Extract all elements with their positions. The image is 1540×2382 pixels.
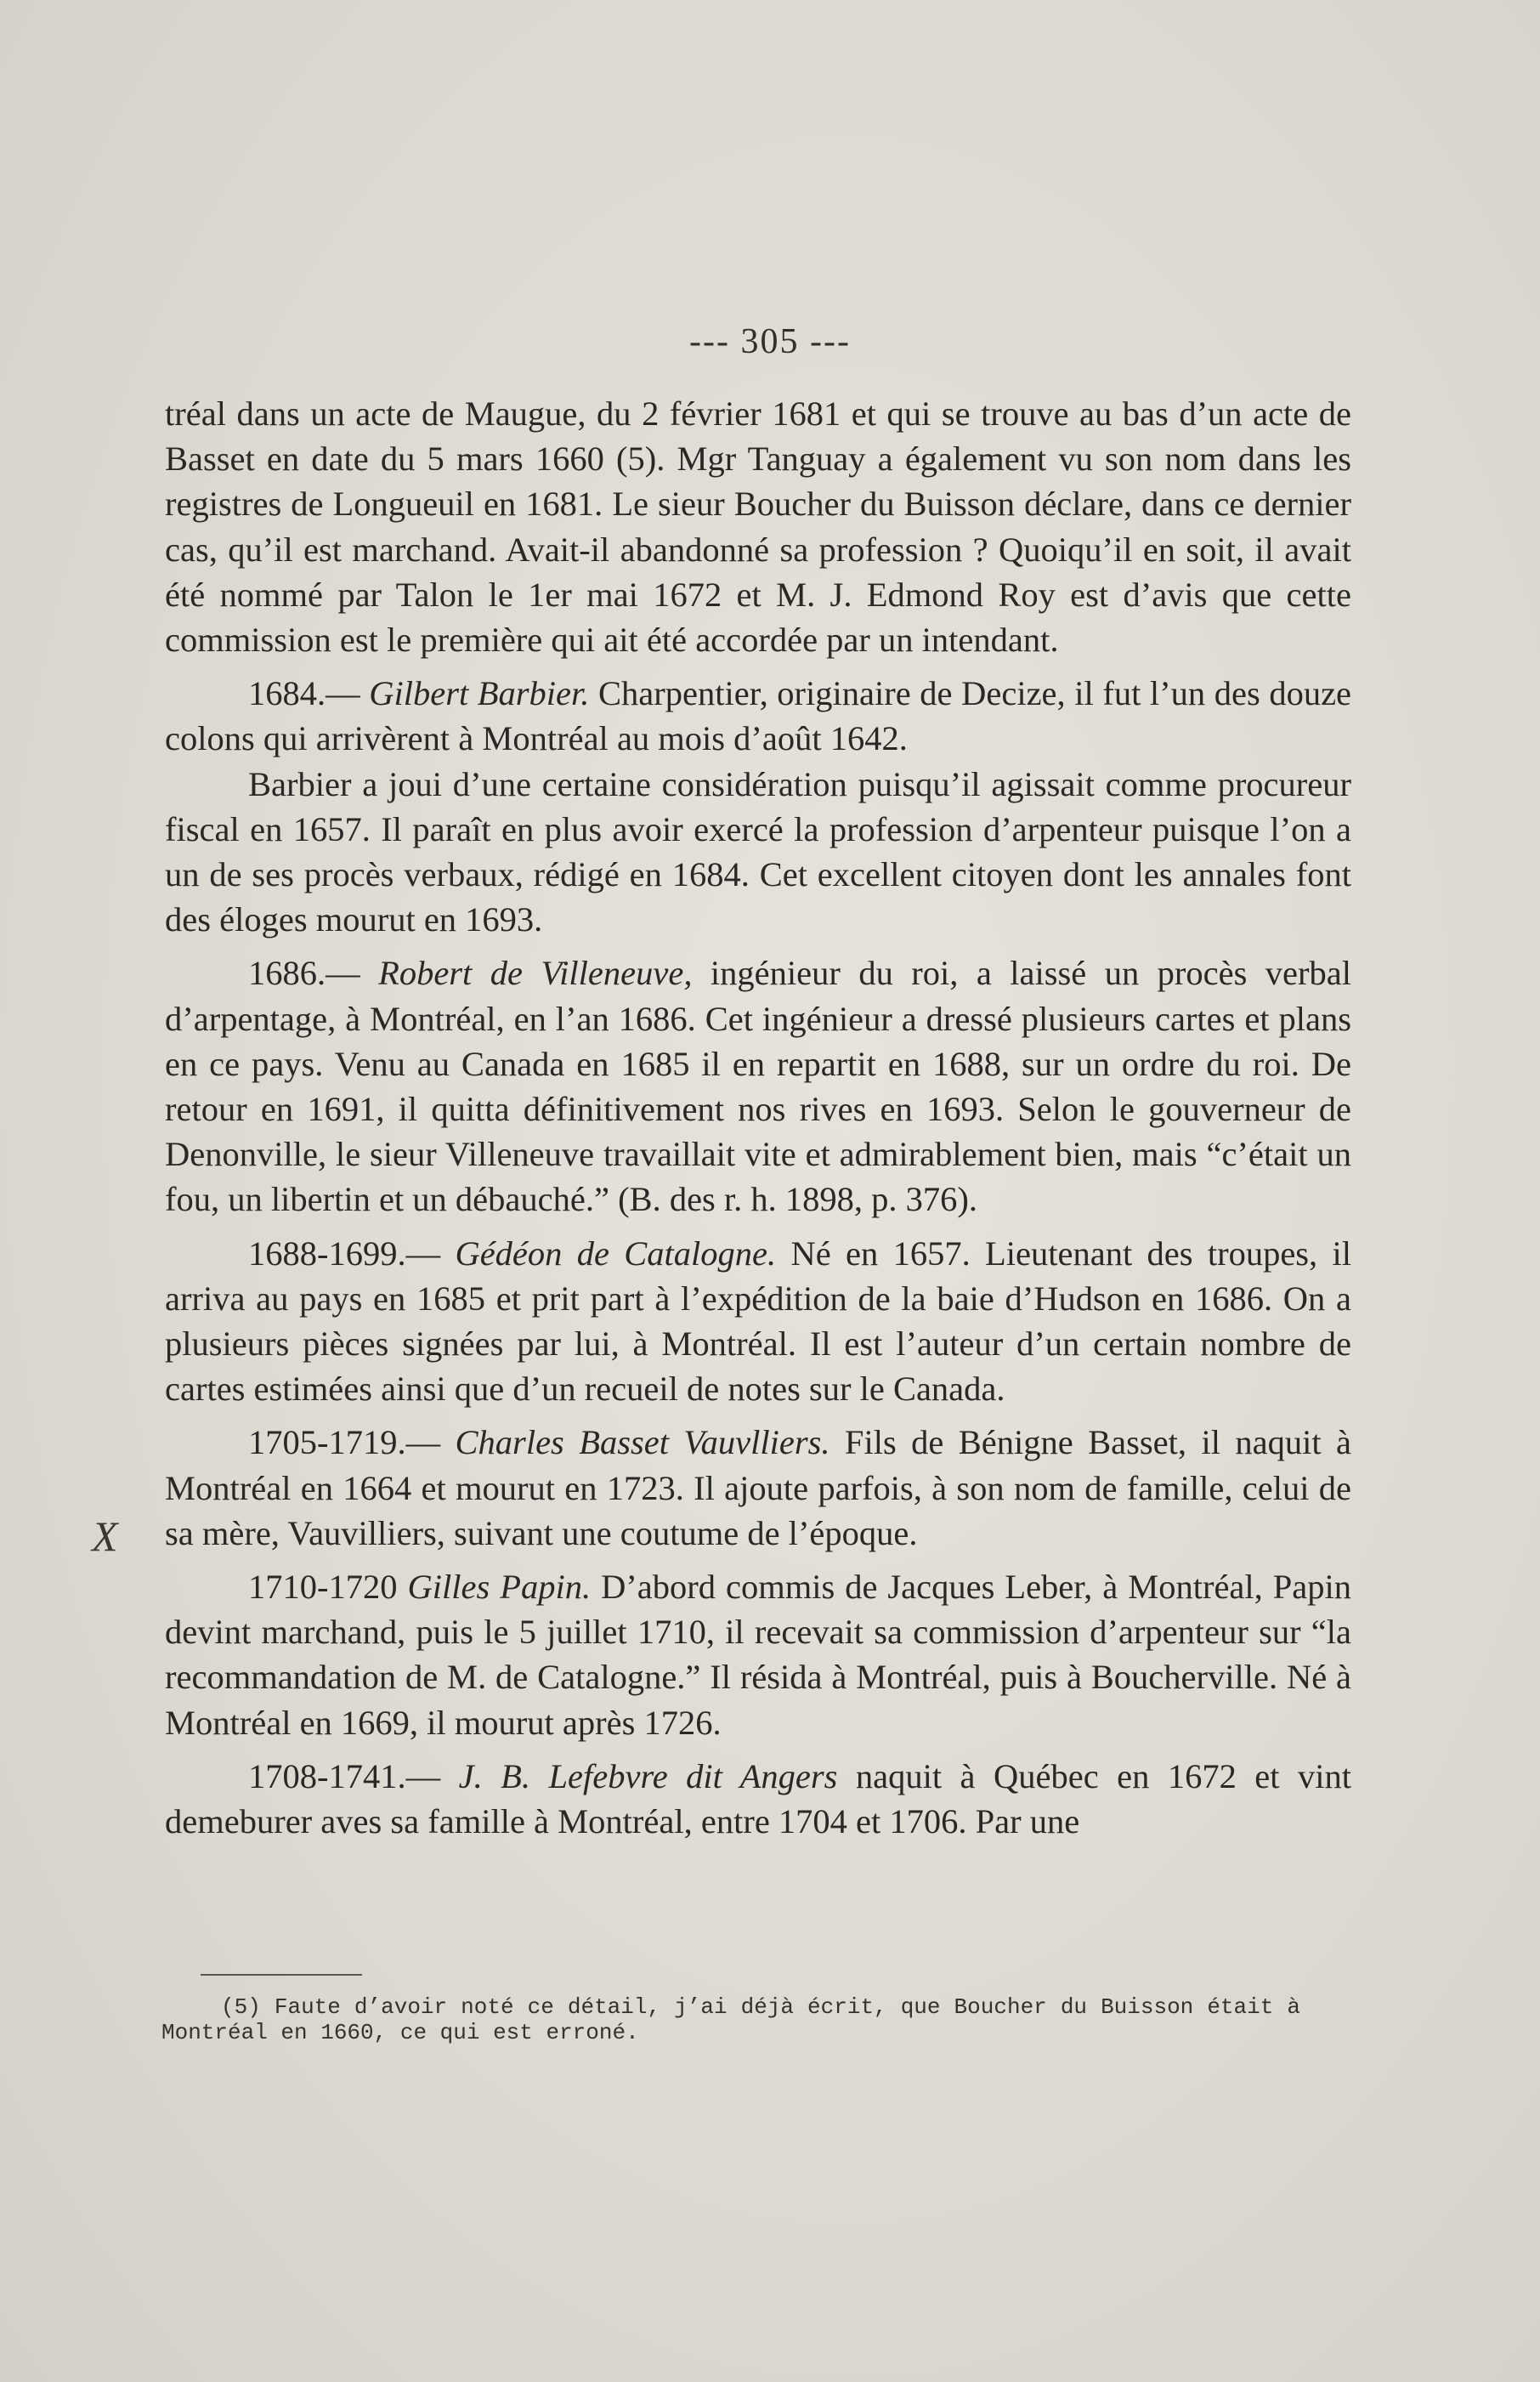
body-text bbox=[165, 383, 1351, 1844]
entry-gedeon-de-catalogne bbox=[165, 1231, 1351, 1412]
entry-text: D’abord commis de Jacques Leber, à Montréal, Papin devint marchand, puis le 5 juillet 1710, il recevait sa commission d’arpenteur sur “la recommandation de M. de Catalogne.” Il résida à Montréal, puis à Boucherville. Né à Montréal en 1669, il mourut après 1726. bbox=[165, 1568, 1352, 1742]
entry-gilbert-barbier bbox=[165, 671, 1351, 761]
entry-text: ingénieur du roi, a laissé un procès verbal d’arpentage, à Montréal, en l’an 1686. Cet ingénieur a dressé plusieurs cartes et plans en ce pays. Venu au Canada en 1685 il en repartit en 1688, sur un ordre du roi. De retour en 1691, il quitta définitivement nos rives en 1693. Selon le gouverneur de Denonville, le sieur Villeneuve travaillait vite et admirablement bien, mais “c’était un fou, un libertin et un débauché.” (B. des r. h. 1898, p. 376). bbox=[165, 954, 1351, 1219]
entry-name: Gilbert Barbier. bbox=[369, 674, 590, 713]
entry-name: Gédéon de Catalogne. bbox=[455, 1234, 777, 1273]
entry-date: 1708-1741.— bbox=[248, 1756, 441, 1795]
entry-robert-de-villeneuve bbox=[165, 950, 1351, 1222]
entry-date: 1686.— bbox=[248, 954, 360, 993]
paragraph-continuation bbox=[165, 391, 1351, 662]
entry-gilles-papin bbox=[165, 1564, 1351, 1745]
paragraph-text: tréal dans un acte de Maugue, du 2 février 1681 et qui se trouve au bas d’un acte de Basset en date du 5 mars 1660 (5). Mgr Tanguay a également vu son nom dans les registres de Longueuil en 1681. Le sieur Boucher du Buisson déclare, dans ce dernier cas, qu’il est marchand. Avait-il abandonné sa profession ? Quoiqu’il en soit, il avait été nommé par Talon le 1er mai 1672 et M. J. Edmond Roy est d’avis que cette commission est le première qui ait été accordée par un intendant. bbox=[165, 394, 1351, 660]
entry-name: J. B. Lefebvre dit Angers bbox=[458, 1756, 838, 1795]
entry-date: 1688-1699.— bbox=[248, 1234, 441, 1273]
entry-date: 1705-1719.— bbox=[248, 1423, 441, 1462]
entry-charles-basset-vauvilliers bbox=[165, 1420, 1351, 1556]
entry-date: 1710-1720 bbox=[248, 1568, 398, 1607]
footnote bbox=[161, 1994, 1300, 2045]
entry-text: Né en 1657. Lieutenant des troupes, il arriva au pays en 1685 et prit part à l’expédition de la baie d’Hudson en 1686. On a plusieurs pièces signées par lui, à Montréal. Il est l’auteur d’un certain nombre de cartes estimées ainsi que d’un recueil de notes sur le Canada. bbox=[165, 1234, 1352, 1409]
entry-text: Fils de Bénigne Basset, il naquit à Montréal en 1664 et mourut en 1723. Il ajoute parfois, à son nom de famille, celui de sa mère, Vauvilliers, suivant une coutume de l’époque. bbox=[165, 1423, 1352, 1552]
entry-date: 1684.— bbox=[248, 674, 360, 713]
page-number: --- 305 --- bbox=[689, 322, 851, 361]
entry-name: Gilles Papin. bbox=[407, 1568, 592, 1607]
entry-name: Robert de Villeneuve, bbox=[378, 954, 693, 993]
entry-name: Charles Basset Vauvlliers. bbox=[455, 1423, 830, 1462]
entry-text: naquit à Québec en 1672 et vint demeburer aves sa famille à Montréal, entre 1704 et 1706. Par une bbox=[165, 1756, 1352, 1841]
paragraph-barbier-details bbox=[165, 762, 1351, 943]
margin-annotation-mark: X bbox=[92, 1512, 118, 1560]
footnote-mark: (5) bbox=[221, 1994, 261, 2020]
entry-text: Charpentier, originaire de Decize, il fut l’un des douze colons qui arrivèrent à Montréal au mois d’août 1642. bbox=[165, 674, 1352, 758]
entry-jb-lefebvre-dit-angers bbox=[165, 1754, 1351, 1844]
footnote-divider bbox=[201, 1974, 362, 1976]
paragraph-text: Barbier a joui d’une certaine considération puisqu’il agissait comme procureur fiscal en 1657. Il paraît en plus avoir exercé la profession d’arpenteur puisque l’on a un de ses procès verbaux, rédigé en 1684. Cet excellent citoyen dont les annales font des éloges mourut en 1693. bbox=[165, 764, 1351, 939]
footnote-text: Faute d’avoir noté ce détail, j’ai déjà écrit, que Boucher du Buisson était à Montréal en 1660, ce qui est erroné. bbox=[161, 1994, 1300, 2045]
